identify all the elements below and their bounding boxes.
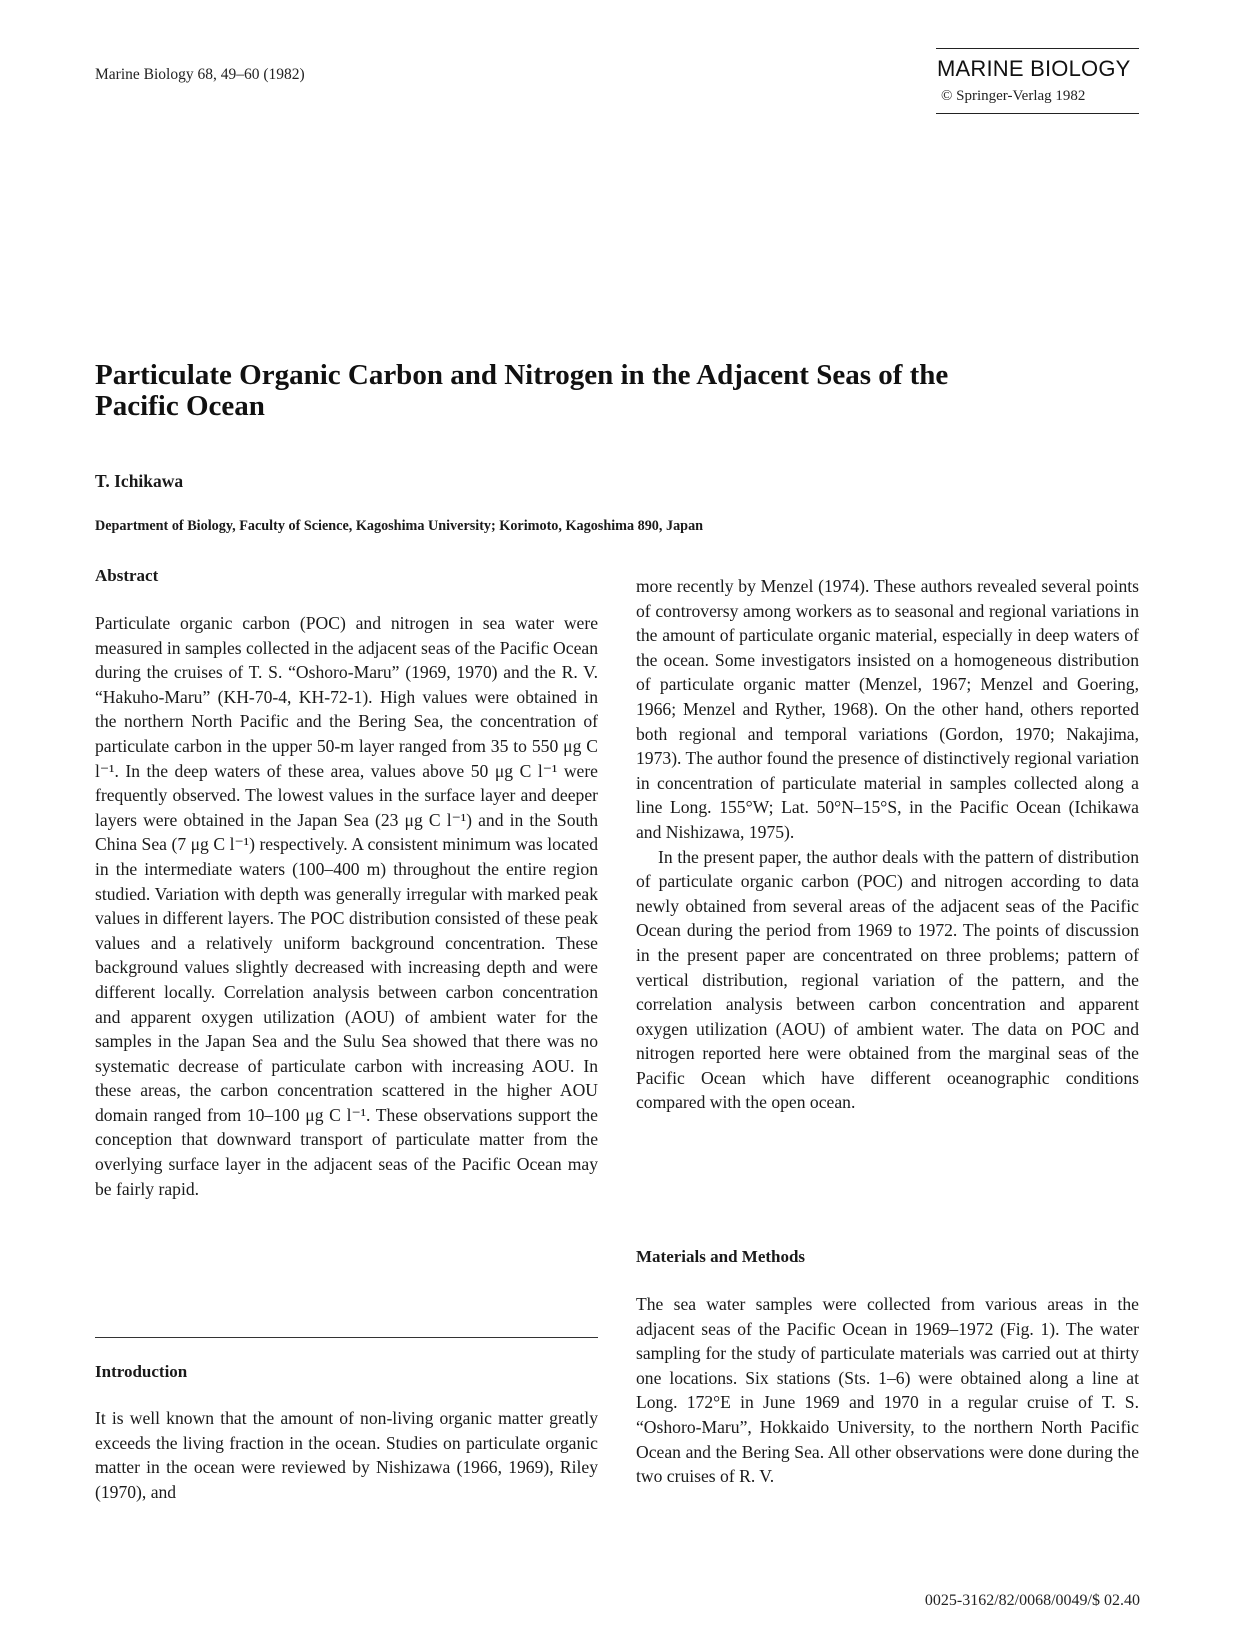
- journal-brand-block: [936, 48, 1139, 114]
- methods-heading: Materials and Methods: [636, 1247, 806, 1266]
- introduction-text-right-1: more recently by Menzel (1974). These authors revealed several points of controversy among workers as to seasonal and regional variations in the amount of particulate organic material, especially in deep waters of the ocean. Some investigators insisted on a homogeneous distribution of particulate organic matter (Menzel, 1967; Menzel and Goering, 1966; Menzel and Ryther, 1968). On the other hand, others reported both regional and temporal variations (Gordon, 1970; Nakajima, 1973). The author found the presence of distinctively regional variation in concentration of particulate material in samples collected along a line Long. 155°W; Lat. 50°N–15°S, in the Pacific Ocean (Ichikawa and Nishizawa, 1975).: [636, 576, 1139, 842]
- abstract-divider: [95, 1337, 598, 1338]
- article-title: Particulate Organic Carbon and Nitrogen in the Adjacent Seas of the Pacific Ocean: [95, 359, 949, 422]
- copyright-notice: © Springer-Verlag 1982: [941, 88, 1086, 104]
- abstract-body: [95, 611, 598, 1201]
- abstract-heading: Abstract: [95, 566, 159, 585]
- introduction-heading: Introduction: [95, 1362, 188, 1381]
- introduction-body-right: [636, 574, 1139, 1115]
- introduction-text-right-2: In the present paper, the author deals with the pattern of distribution of particulate organic carbon (POC) and nitrogen according to data newly obtained from several areas of the adjacent seas of the Pacific Ocean during the period from 1969 to 1972. The points of discussion in the present paper are concentrated on three problems; pattern of vertical distribution, regional variation of the pattern, and the correlation analysis between carbon concentration and apparent oxygen utilization (AOU) of ambient water. The data on POC and nitrogen reported here were obtained from the marginal seas of the Pacific Ocean which have different oceanographic conditions compared with the open ocean.: [636, 846, 1139, 1113]
- methods-text: The sea water samples were collected from various areas in the adjacent seas of the Pacific Ocean in 1969–1972 (Fig. 1). The water sampling for the study of particulate materials was carried out at thirty one locations. Six stations (Sts. 1–6) were obtained along a line at Long. 172°E in June 1969 and 1970 in a regular cruise of T. S. “Oshoro-Maru”, Hokkaido University, to the northern North Pacific Ocean and the Bering Sea. All other observations were done during the two cruises of R. V.: [636, 1294, 1139, 1487]
- methods-body: [636, 1292, 1139, 1489]
- brand-top-rule: [936, 48, 1139, 49]
- author-name: T. Ichikawa: [95, 471, 184, 491]
- brand-bottom-rule: [936, 113, 1139, 114]
- author-affiliation: Department of Biology, Faculty of Science, Kagoshima University; Korimoto, Kagoshima 890, Japan: [95, 518, 704, 534]
- journal-citation: Marine Biology 68, 49–60 (1982): [95, 66, 305, 83]
- introduction-text-left: It is well known that the amount of non-living organic matter greatly exceeds the living fraction in the ocean. Studies on particulate organic matter in the ocean were reviewed by Nishizawa (1966, 1969), Riley (1970), and: [95, 1408, 598, 1502]
- abstract-text: Particulate organic carbon (POC) and nitrogen in sea water were measured in samples collected in the adjacent seas of the Pacific Ocean during the cruises of T. S. “Oshoro-Maru” (1969, 1970) and the R. V. “Hakuho-Maru” (KH-70-4, KH-72-1). High values were obtained in the northern North Pacific and the Bering Sea, the concentration of particulate carbon in the upper 50-m layer ranged from 35 to 550 μg C l⁻¹. In the deep waters of these area, values above 50 μg C l⁻¹ were frequently observed. The lowest values in the surface layer and deeper layers were obtained in the Japan Sea (23 μg C l⁻¹) and in the South China Sea (7 μg C l⁻¹) respectively. A consistent minimum was located in the intermediate waters (100–400 m) throughout the entire region studied. Variation with depth was generally irregular with marked peak values in different layers. The POC distribution consisted of these peak values and a relatively uniform background concentration. These background values slightly decreased with increasing depth and were different locally. Correlation analysis between carbon concentration and apparent oxygen utilization (AOU) of ambient water for the samples in the Japan Sea and the Sulu Sea showed that there was no systematic decrease of particulate carbon with increasing AOU. In these areas, the carbon concentration scattered in the higher AOU domain ranged from 10–100 μg C l⁻¹. These observations support the conception that downward transport of particulate matter from the overlying surface layer in the adjacent seas of the Pacific Ocean may be fairly rapid.: [95, 613, 598, 1199]
- introduction-body-left: [95, 1406, 598, 1504]
- journal-name: MARINE BIOLOGY: [937, 56, 1131, 81]
- issn-code: 0025-3162/82/0068/0049/$ 02.40: [924, 1592, 1140, 1609]
